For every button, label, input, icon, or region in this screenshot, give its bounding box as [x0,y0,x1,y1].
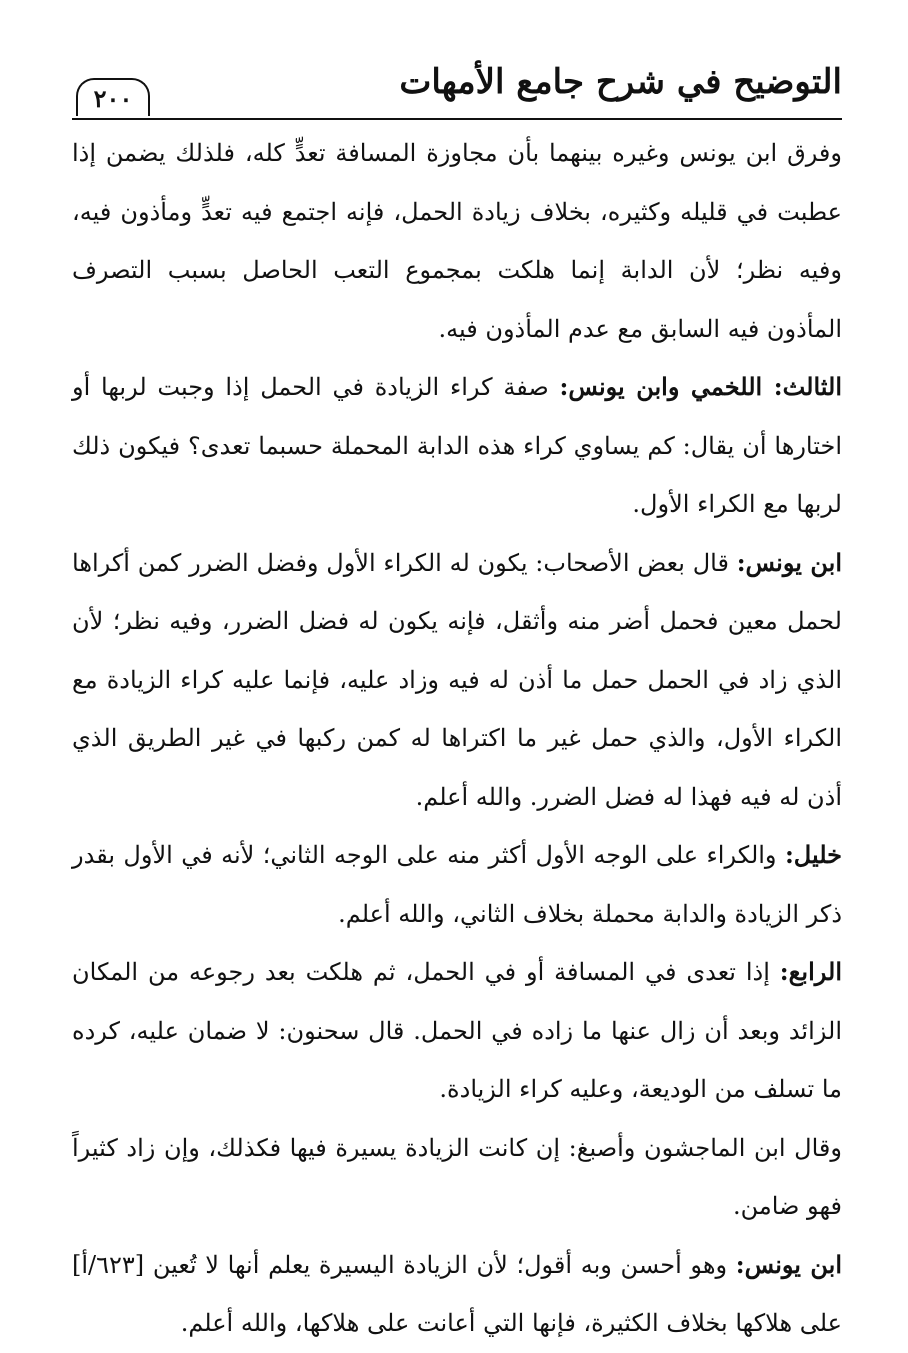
paragraph [72,534,842,827]
paragraph-label: خليل: [784,840,842,869]
paragraph-text: صفة كراء الزيادة في الحمل إذا وجبت لربها أو اختارها أن يقال: كم يساوي كراء هذه الدابة المحملة حسبما تعدى؟ فيكون ذلك لربها مع الكراء الأول. [72,373,842,518]
paragraph-text: والكراء على الوجه الأول أكثر منه على الوجه الثاني؛ لأنه في الأول بقدر ذكر الزيادة والدابة محملة بخلاف الثاني، والله أعلم. [72,841,842,928]
paragraph-text: وقال ابن الماجشون وأصبغ: إن كانت الزيادة يسيرة فيها فكذلك، وإن زاد كثيراً فهو ضامن. [72,1133,842,1220]
page-body [72,124,842,1353]
book-title: التوضيح في شرح جامع الأمهات [399,62,842,102]
paragraph [72,358,842,534]
paragraph [72,943,842,1119]
paragraph-text: وهو أحسن وبه أقول؛ لأن الزيادة اليسيرة يعلم أنها لا تُعين [٦٢٣/أ] على هلاكها بخلاف الكثيرة، فإنها التي أعانت على هلاكها، والله أعلم. [72,1250,842,1337]
paragraph [72,1236,842,1353]
page-number: ٢٠٠ [76,78,150,116]
page-header [72,60,842,120]
paragraph [72,1119,842,1236]
paragraph-text: قال بعض الأصحاب: يكون له الكراء الأول وفضل الضرر كمن أكراها لحمل معين فحمل أضر منه وأثقل، فإنه يكون له فضل الضرر، وفيه نظر؛ لأن الذي زاد في الحمل حمل ما أذن له فيه وزاد عليه، فإنما عليه كراء الزيادة مع الكراء الأول، والذي حمل غير ما اكتراها له كمن ركبها في غير الطريق الذي أذن له فيه فهذا له فضل الضرر. والله أعلم. [72,548,842,811]
paragraph [72,826,842,943]
paragraph-label: الثالث: اللخمي وابن يونس: [559,372,842,401]
paragraph-label: الرابع: [779,957,842,986]
paragraph-label: ابن يونس: [736,547,843,577]
paragraph-text: وفرق ابن يونس وغيره بينهما بأن مجاوزة المسافة تعدٍّ كله، فلذلك يضمن إذا عطبت في قليله وكثيره، بخلاف زيادة الحمل، فإنه اجتمع فيه تعدٍّ ومأذون فيه، وفيه نظر؛ لأن الدابة إنما هلكت بمجموع التعب الحاصل بسبب التصرف المأذون فيه السابق مع عدم المأذون فيه. [72,139,842,343]
paragraph [72,124,842,358]
paragraph-text: إذا تعدى في المسافة أو في الحمل، ثم هلكت بعد رجوعه من المكان الزائد وبعد أن زال عنها ما زاده في الحمل. قال سحنون: لا ضمان عليه، كرده ما تسلف من الوديعة، وعليه كراء الزيادة. [72,958,842,1103]
paragraph-label: ابن يونس: [735,1249,842,1279]
